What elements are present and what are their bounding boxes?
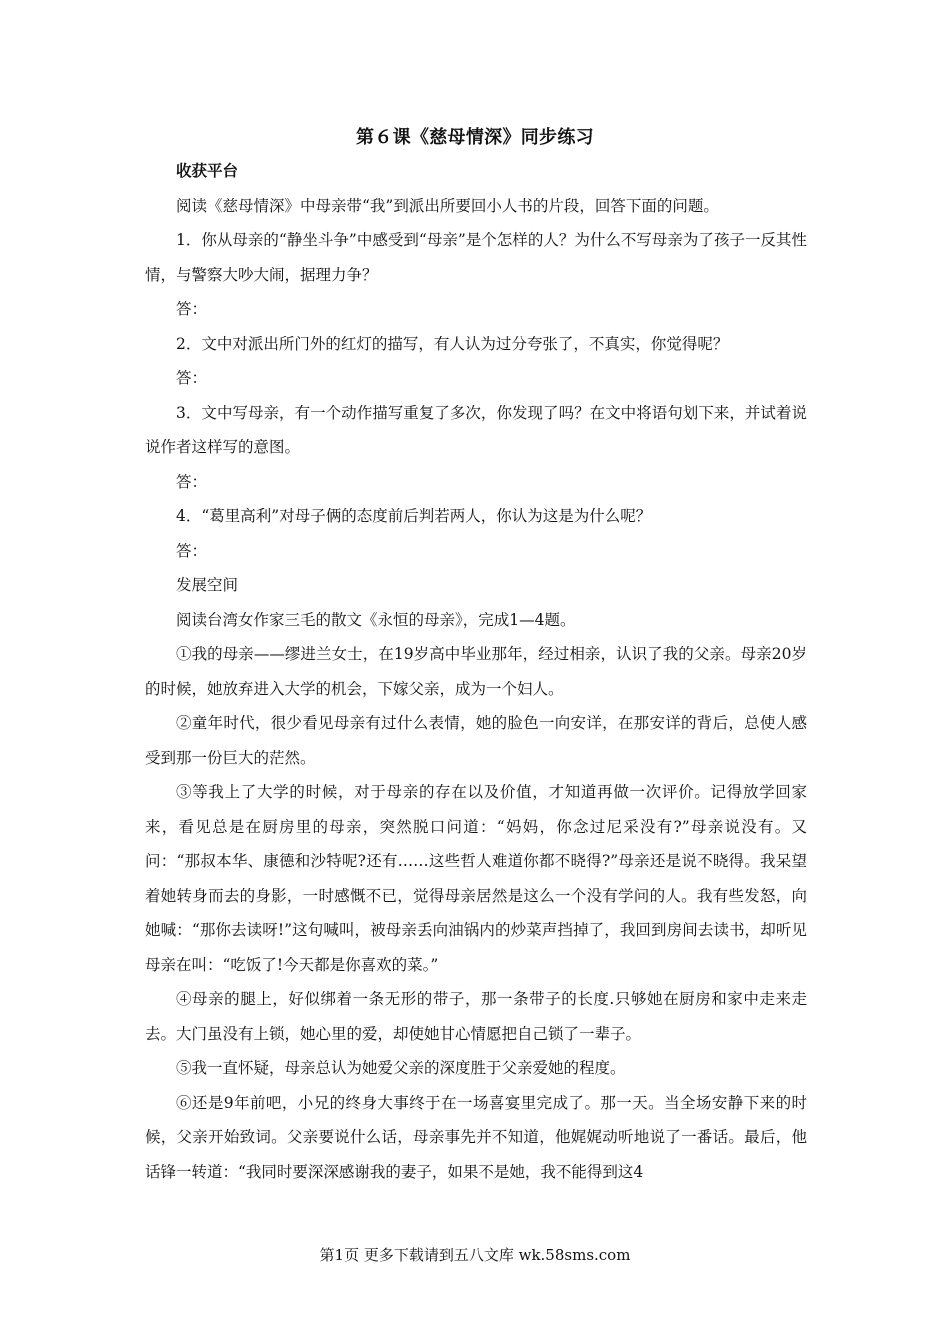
document-title: 第６课《慈母情深》同步练习 [356, 127, 594, 148]
paragraph: ⑥还是9年前吧，小兄的终身大事终于在一场喜宴里完成了。那一天。当全场安静下来的时候，父亲开始致词。父亲要说什么话，母亲事先并不知道，他娓娓动听地说了一番话。最后，他话锋一转道：“我同时要深深感谢我的妻子，如果不是她，我不能得到这4 [145, 1093, 807, 1181]
paragraph: 4．“葛里高利”对母子俩的态度前后判若两人，你认为这是为什么呢？ [176, 507, 652, 525]
paragraph: ⑤我一直怀疑，母亲总认为她爱父亲的深度胜于父亲爱她的程度。 [176, 1059, 626, 1077]
paragraph: ②童年时代，很少看见母亲有过什么表情，她的脸色一向安详，在那安详的背后，总使人感受到那一份巨大的茫然。 [145, 714, 807, 767]
paragraph: 答： [176, 541, 208, 560]
document-body [145, 154, 807, 1189]
paragraph: 1．你从母亲的“静坐斗争”中感受到“母亲”是个怎样的人？为什么不写母亲为了孩子一反其性情，与警察大吵大闹，据理力争？ [145, 231, 807, 284]
paragraph: 阅读台湾女作家三毛的散文《永恒的母亲》，完成1—4题。 [176, 610, 576, 629]
paragraph: 发展空间 [176, 576, 239, 594]
paragraph: 答： [176, 369, 208, 387]
paragraph: 阅读《慈母情深》中母亲带“我”到派出所要回小人书的片段，回答下面的问题。 [176, 196, 719, 215]
paragraph: ④母亲的腿上，好似绑着一条无形的带子，那一条带子的长度.只够她在厨房和家中走来走去。大门虽没有上锁，她心里的爱，却使她甘心情愿把自己锁了一辈子。 [145, 990, 807, 1043]
page-footer: 第1页 更多下载请到五八文库 wk.58sms.com [319, 1246, 631, 1264]
paragraph: 3．文中写母亲，有一个动作描写重复了多次，你发现了吗？在文中将语句划下来，并试着说说作者这样写的意图。 [145, 403, 807, 456]
paragraph: ①我的母亲——缪进兰女士，在19岁高中毕业那年，经过相亲，认识了我的父亲。母亲20岁的时候，她放弃进入大学的机会，下嫁父亲，成为一个妇人。 [145, 645, 807, 698]
paragraph: ③等我上了大学的时候，对于母亲的存在以及价值，才知道再做一次评价。记得放学回家来，看见总是在厨房里的母亲，突然脱口问道：“妈妈，你念过尼采没有?”母亲说没有。又问：“那叔本华、康德和沙特呢?还有……这些哲人难道你都不晓得?”母亲还是说不晓得。我呆望着她转身而去的身影，一时感慨不已，觉得母亲居然是这么一个没有学问的人。我有些发怒，向她喊：“那你去读呀!”这句喊叫，被母亲丢向油锅内的炒菜声挡掉了，我回到房间去读书，却听见母亲在叫：“吃饭了!今天都是你喜欢的菜。” [145, 783, 807, 974]
paragraph: 2．文中对派出所门外的红灯的描写，有人认为过分夸张了，不真实，你觉得呢？ [176, 334, 729, 353]
section-heading: 收获平台 [176, 162, 239, 180]
paragraph: 答： [176, 472, 208, 491]
paragraph: 答： [176, 300, 208, 318]
